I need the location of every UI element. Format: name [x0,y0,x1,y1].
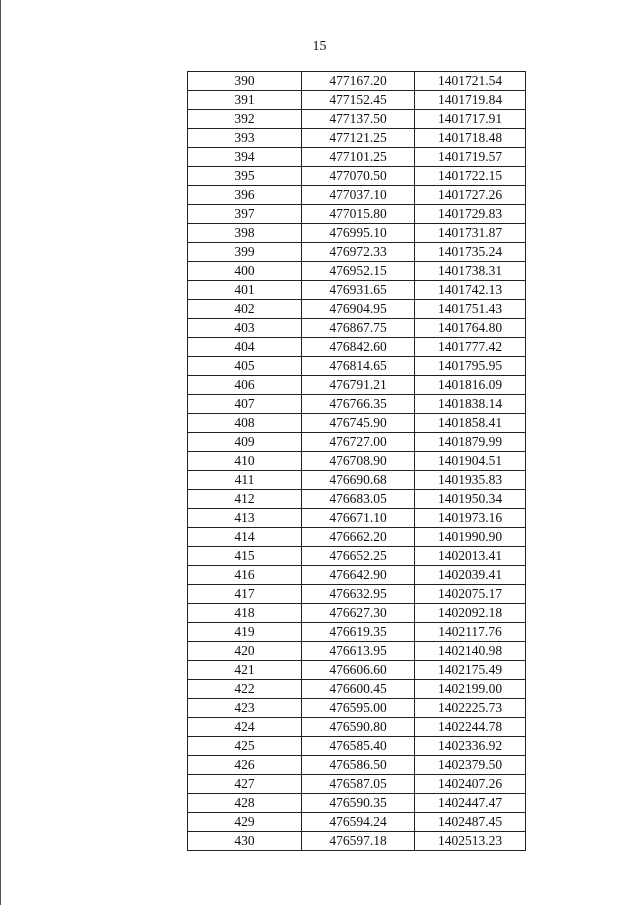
table-row [188,471,526,490]
y-coordinate-cell: 1401718.48 [415,129,526,148]
point-number-cell: 410 [188,452,302,471]
table-row [188,167,526,186]
table-row [188,72,526,91]
x-coordinate-cell: 476690.68 [302,471,415,490]
y-coordinate-cell: 1401717.91 [415,110,526,129]
x-coordinate-cell: 476590.35 [302,794,415,813]
table-row [188,129,526,148]
point-number-cell: 430 [188,832,302,851]
x-coordinate-cell: 476613.95 [302,642,415,661]
x-coordinate-cell: 476904.95 [302,300,415,319]
y-coordinate-cell: 1401727.26 [415,186,526,205]
point-number-cell: 417 [188,585,302,604]
y-coordinate-cell: 1402175.49 [415,661,526,680]
y-coordinate-cell: 1402225.73 [415,699,526,718]
table-row [188,661,526,680]
point-number-cell: 399 [188,243,302,262]
page-edge-line [0,0,1,905]
table-row [188,623,526,642]
table-row [188,224,526,243]
x-coordinate-cell: 476619.35 [302,623,415,642]
x-coordinate-cell: 476587.05 [302,775,415,794]
x-coordinate-cell: 476952.15 [302,262,415,281]
point-number-cell: 428 [188,794,302,813]
y-coordinate-cell: 1401950.34 [415,490,526,509]
table-row [188,604,526,623]
x-coordinate-cell: 476791.21 [302,376,415,395]
table-row [188,642,526,661]
point-number-cell: 391 [188,91,302,110]
table-row [188,414,526,433]
y-coordinate-cell: 1402092.18 [415,604,526,623]
table-row [188,775,526,794]
x-coordinate-cell: 477015.80 [302,205,415,224]
x-coordinate-cell: 476606.60 [302,661,415,680]
point-number-cell: 412 [188,490,302,509]
table-row [188,585,526,604]
x-coordinate-cell: 476766.35 [302,395,415,414]
table-row [188,262,526,281]
x-coordinate-cell: 477037.10 [302,186,415,205]
x-coordinate-cell: 476586.50 [302,756,415,775]
y-coordinate-cell: 1401729.83 [415,205,526,224]
point-number-cell: 425 [188,737,302,756]
y-coordinate-cell: 1401731.87 [415,224,526,243]
x-coordinate-cell: 476597.18 [302,832,415,851]
y-coordinate-cell: 1402140.98 [415,642,526,661]
y-coordinate-cell: 1401838.14 [415,395,526,414]
x-coordinate-cell: 476727.00 [302,433,415,452]
point-number-cell: 406 [188,376,302,395]
point-number-cell: 411 [188,471,302,490]
point-number-cell: 426 [188,756,302,775]
y-coordinate-cell: 1401795.95 [415,357,526,376]
x-coordinate-cell: 476595.00 [302,699,415,718]
y-coordinate-cell: 1402487.45 [415,813,526,832]
y-coordinate-cell: 1402199.00 [415,680,526,699]
y-coordinate-cell: 1401722.15 [415,167,526,186]
x-coordinate-cell: 476594.24 [302,813,415,832]
point-number-cell: 395 [188,167,302,186]
y-coordinate-cell: 1401721.54 [415,72,526,91]
x-coordinate-cell: 476590.80 [302,718,415,737]
point-number-cell: 419 [188,623,302,642]
point-number-cell: 429 [188,813,302,832]
table-row [188,243,526,262]
coordinates-table [187,71,526,851]
table-row [188,281,526,300]
point-number-cell: 393 [188,129,302,148]
table-row [188,338,526,357]
point-number-cell: 409 [188,433,302,452]
y-coordinate-cell: 1401990.90 [415,528,526,547]
y-coordinate-cell: 1401777.42 [415,338,526,357]
point-number-cell: 421 [188,661,302,680]
x-coordinate-cell: 477152.45 [302,91,415,110]
x-coordinate-cell: 476652.25 [302,547,415,566]
point-number-cell: 427 [188,775,302,794]
x-coordinate-cell: 477070.50 [302,167,415,186]
table-row [188,528,526,547]
table-row [188,813,526,832]
x-coordinate-cell: 476683.05 [302,490,415,509]
table-row [188,794,526,813]
point-number-cell: 405 [188,357,302,376]
x-coordinate-cell: 476972.33 [302,243,415,262]
x-coordinate-cell: 476708.90 [302,452,415,471]
table-row [188,718,526,737]
x-coordinate-cell: 476600.45 [302,680,415,699]
x-coordinate-cell: 477167.20 [302,72,415,91]
x-coordinate-cell: 476642.90 [302,566,415,585]
point-number-cell: 390 [188,72,302,91]
y-coordinate-cell: 1402379.50 [415,756,526,775]
y-coordinate-cell: 1402013.41 [415,547,526,566]
table-row [188,376,526,395]
y-coordinate-cell: 1402039.41 [415,566,526,585]
x-coordinate-cell: 476867.75 [302,319,415,338]
table-row [188,186,526,205]
y-coordinate-cell: 1402117.76 [415,623,526,642]
x-coordinate-cell: 476671.10 [302,509,415,528]
table-row [188,205,526,224]
coordinates-table-body [188,72,526,851]
table-row [188,148,526,167]
table-row [188,737,526,756]
table-row [188,433,526,452]
y-coordinate-cell: 1402513.23 [415,832,526,851]
table-row [188,319,526,338]
y-coordinate-cell: 1401904.51 [415,452,526,471]
x-coordinate-cell: 476627.30 [302,604,415,623]
table-row [188,509,526,528]
point-number-cell: 402 [188,300,302,319]
table-row [188,110,526,129]
y-coordinate-cell: 1401816.09 [415,376,526,395]
x-coordinate-cell: 477137.50 [302,110,415,129]
point-number-cell: 418 [188,604,302,623]
table-row [188,91,526,110]
y-coordinate-cell: 1402447.47 [415,794,526,813]
table-row [188,452,526,471]
y-coordinate-cell: 1401719.57 [415,148,526,167]
point-number-cell: 423 [188,699,302,718]
point-number-cell: 415 [188,547,302,566]
point-number-cell: 422 [188,680,302,699]
y-coordinate-cell: 1401973.16 [415,509,526,528]
x-coordinate-cell: 476662.20 [302,528,415,547]
point-number-cell: 407 [188,395,302,414]
table-row [188,357,526,376]
point-number-cell: 420 [188,642,302,661]
table-row [188,680,526,699]
table-row [188,756,526,775]
x-coordinate-cell: 477121.25 [302,129,415,148]
point-number-cell: 400 [188,262,302,281]
y-coordinate-cell: 1401742.13 [415,281,526,300]
table-row [188,832,526,851]
point-number-cell: 392 [188,110,302,129]
y-coordinate-cell: 1402336.92 [415,737,526,756]
point-number-cell: 414 [188,528,302,547]
point-number-cell: 394 [188,148,302,167]
y-coordinate-cell: 1401735.24 [415,243,526,262]
point-number-cell: 413 [188,509,302,528]
table-row [188,547,526,566]
y-coordinate-cell: 1401751.43 [415,300,526,319]
x-coordinate-cell: 476842.60 [302,338,415,357]
point-number-cell: 404 [188,338,302,357]
x-coordinate-cell: 476814.65 [302,357,415,376]
y-coordinate-cell: 1401719.84 [415,91,526,110]
x-coordinate-cell: 476995.10 [302,224,415,243]
point-number-cell: 397 [188,205,302,224]
point-number-cell: 398 [188,224,302,243]
point-number-cell: 396 [188,186,302,205]
point-number-cell: 416 [188,566,302,585]
x-coordinate-cell: 476632.95 [302,585,415,604]
table-row [188,395,526,414]
point-number-cell: 408 [188,414,302,433]
y-coordinate-cell: 1401879.99 [415,433,526,452]
y-coordinate-cell: 1402407.26 [415,775,526,794]
y-coordinate-cell: 1401764.80 [415,319,526,338]
table-row [188,300,526,319]
point-number-cell: 403 [188,319,302,338]
table-row [188,566,526,585]
y-coordinate-cell: 1401935.83 [415,471,526,490]
table-row [188,699,526,718]
y-coordinate-cell: 1401738.31 [415,262,526,281]
y-coordinate-cell: 1402244.78 [415,718,526,737]
y-coordinate-cell: 1401858.41 [415,414,526,433]
x-coordinate-cell: 476745.90 [302,414,415,433]
x-coordinate-cell: 476931.65 [302,281,415,300]
table-row [188,490,526,509]
point-number-cell: 424 [188,718,302,737]
point-number-cell: 401 [188,281,302,300]
page-number: 15 [312,39,327,54]
x-coordinate-cell: 476585.40 [302,737,415,756]
x-coordinate-cell: 477101.25 [302,148,415,167]
y-coordinate-cell: 1402075.17 [415,585,526,604]
